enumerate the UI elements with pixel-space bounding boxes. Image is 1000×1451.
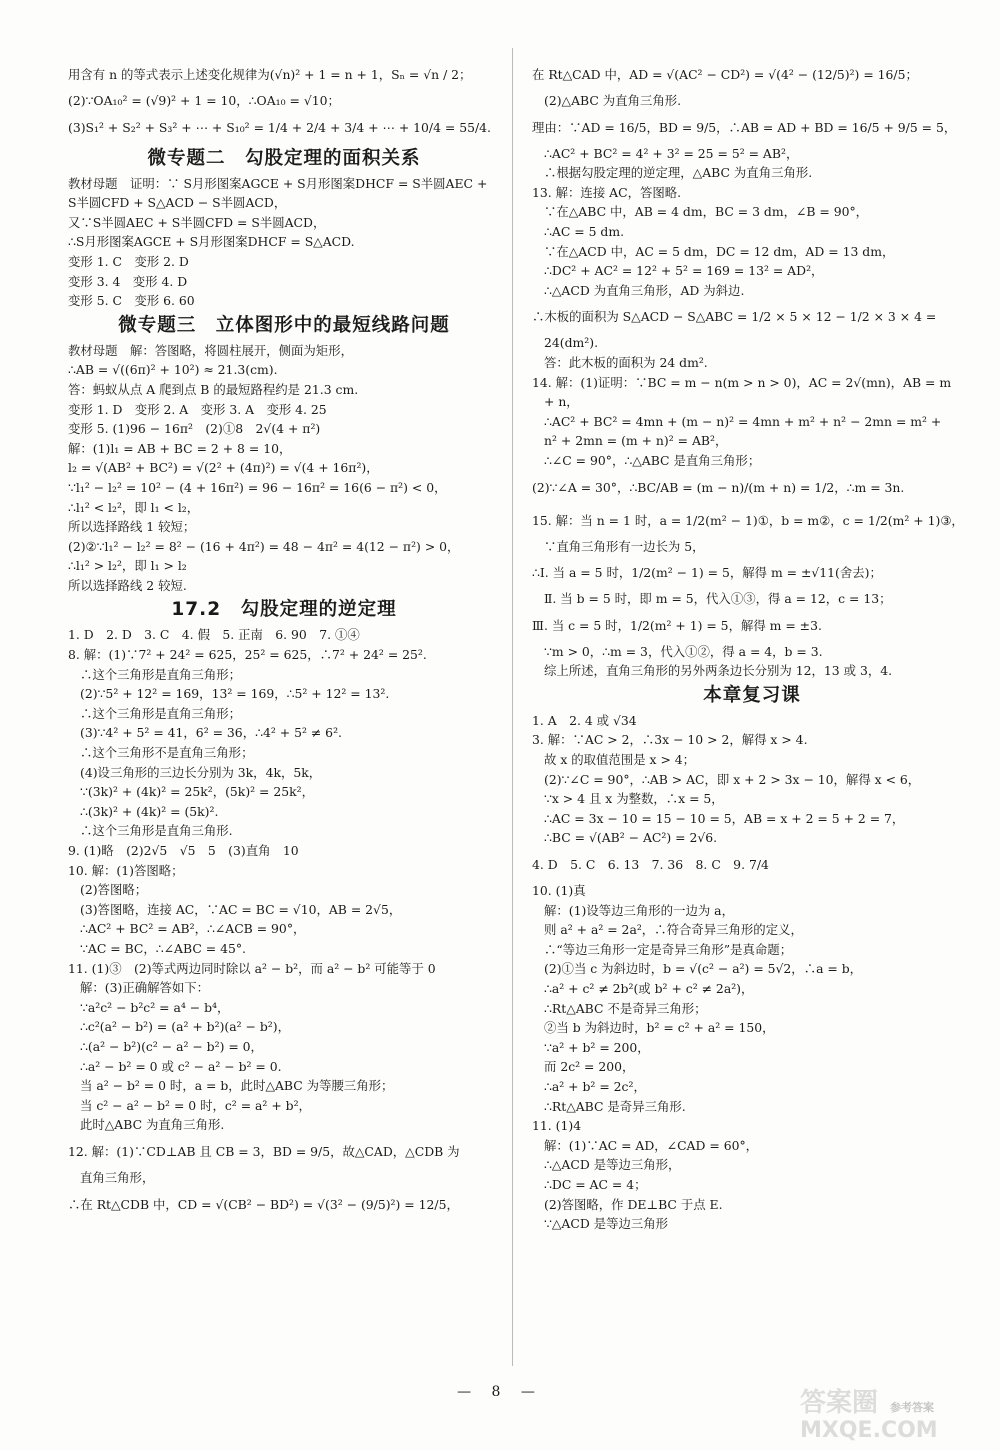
text-line: (2)①当 c 为斜边时，b = √(c² − a²) = 5√2，∴a = b， — [544, 961, 863, 977]
text-line: ∴Ⅰ. 当 a = 5 时，1/2(m² − 1) = 5，解得 m = ±√11(舍去)； — [532, 565, 882, 581]
section-heading: 微专题二 勾股定理的面积关系 — [147, 147, 421, 169]
text-line: Ⅲ. 当 c = 5 时，1/2(m² + 1) = 5，解得 m = ±3. — [532, 617, 822, 633]
text-line: (3)S₁² + S₂² + S₃² + ⋯ + S₁₀² = 1/4 + 2/4 + 3/4 + ⋯ + 10/4 = 55/4. — [68, 119, 491, 135]
right-column — [532, 58, 972, 1234]
text-line: 8. 解：(1)∵7² + 24² = 625，25² = 625，∴7² + 24² = 25². — [68, 647, 427, 663]
text-line: ∵(3k)² + (4k)² = 25k²，(5k)² = 25k²， — [80, 784, 315, 800]
text-line: (2)∵∠A = 30°，∴BC/AB = (m − n)/(m + n) = 1/2，∴m = 3n. — [532, 479, 905, 495]
text-line: ∴Rt△ABC 不是奇异三角形； — [544, 1000, 707, 1016]
text-line: 理由：∵AD = 16/5，BD = 9/5，∴AB = AD + BD = 16/5 + 9/5 = 5， — [532, 119, 957, 135]
text-line: (2)答图略，作 DE⊥BC 于点 E. — [544, 1196, 723, 1212]
text-line: 10. 解：(1)答图略； — [68, 862, 184, 878]
text-line: 则 a² + a² = 2a²，∴符合奇异三角形的定义， — [544, 922, 803, 938]
text-line: (2)∵∠C = 90°，∴AB > AC，即 x + 2 > 3x − 10，解得 x < 6， — [544, 771, 921, 787]
section-heading: 17.2 勾股定理的逆定理 — [171, 599, 397, 621]
text-line: ∴这个三角形不是直角三角形； — [80, 745, 254, 761]
text-line: (3)∵4² + 5² = 41，6² = 36，∴4² + 5² ≠ 6². — [80, 725, 342, 741]
text-line: (2)△ABC 为直角三角形. — [544, 93, 682, 108]
text-line: 解：(1)l₁ = AB + BC = 2 + 8 = 10， — [68, 440, 292, 456]
text-line: 变形 5. C 变形 6. 60 — [68, 293, 195, 309]
watermark-corner-label: 参考答案 — [890, 1401, 934, 1414]
text-line: 又∵S半圆AEC + S半圆CFD = S半圆ACD， — [68, 214, 326, 230]
text-line: ∵x > 4 且 x 为整数，∴x = 5， — [544, 791, 724, 807]
text-line: 13. 解：连接 AC，答图略. — [532, 184, 682, 200]
text-line: (2)∵5² + 12² = 169，13² = 169，∴5² + 12² = 13². — [80, 686, 390, 702]
text-line: 3. 解：∵AC > 2，∴3x − 10 > 2，解得 x > 4. — [532, 732, 808, 748]
text-line: (2)∵OA₁₀² = (√9)² + 1 = 10，∴OA₁₀ = √10； — [68, 93, 340, 108]
text-line: 14. 解：(1)证明：∵BC = m − n(m > n > 0)，AC = 2√(mn)，AB = m — [532, 374, 952, 390]
text-line: ∴c²(a² − b²) = (a² + b²)(a² − b²)， — [80, 1019, 290, 1035]
text-line: ∴a² + b² = 2c²， — [544, 1078, 646, 1094]
text-line: ∴△ACD 为直角三角形，AD 为斜边. — [544, 282, 745, 298]
text-line: ∴DC = AC = 4； — [544, 1176, 647, 1192]
text-line: S半圆CFD + S△ACD − S半圆ACD， — [68, 195, 287, 211]
text-line: ∴AC² + BC² = 4² + 3² = 25 = 5² = AB²， — [544, 145, 799, 161]
text-line: (2)②∵l₁² − l₂² = 8² − (16 + 4π²) = 48 − 4π² = 4(12 − π²) > 0， — [68, 538, 460, 554]
text-line: 解：(1)∵AC = AD，∠CAD = 60°， — [544, 1137, 759, 1153]
section-heading: 微专题三 立体图形中的最短线路问题 — [118, 314, 450, 336]
watermark-text-url: MXQE.COM — [800, 1418, 938, 1443]
text-line: 24(dm²). — [544, 335, 599, 351]
text-line: (2)答图略； — [80, 882, 148, 898]
text-line: ∴这个三角形是直角三角形. — [80, 823, 233, 839]
text-line: ∴l₁² > l₂²，即 l₁ > l₂ — [68, 558, 187, 574]
text-line: ∵l₁² − l₂² = 10² − (4 + 16π²) = 96 − 16π² = 16(6 − π²) < 0， — [68, 479, 447, 495]
text-line: 教材母题 证明：∵ S月形图案AGCE + S月形图案DHCF = S半圆AEC + — [68, 175, 488, 191]
text-line: 直角三角形， — [80, 1169, 155, 1185]
text-line: ∴Rt△ABC 是奇异三角形. — [544, 1098, 686, 1114]
text-line: n² + 2mn = (m + n)² = AB²， — [544, 433, 728, 449]
text-line: 变形 3. 4 变形 4. D — [68, 273, 188, 289]
text-line: 9. (1)略 (2)2√5 √5 5 (3)直角 10 — [68, 843, 299, 858]
text-line: 当 c² − a² − b² = 0 时，c² = a² + b²， — [80, 1097, 311, 1113]
text-line: 11. (1)③ (2)等式两边同时除以 a² − b²，而 a² − b² 可能等于 0 — [68, 960, 436, 976]
text-line: 答：此木板的面积为 24 dm². — [544, 354, 708, 370]
text-line: ②当 b 为斜边时，b² = c² + a² = 150， — [544, 1020, 775, 1036]
text-line: 当 a² − b² = 0 时，a = b，此时△ABC 为等腰三角形； — [80, 1078, 394, 1094]
text-line: 所以选择路线 2 较短. — [68, 577, 187, 593]
text-line: ∴BC = √(AB² − AC²) = 2√6. — [544, 830, 718, 846]
text-line: ∴(3k)² + (4k)² = (5k)². — [80, 803, 219, 819]
text-line: ∴l₁² < l₂²，即 l₁ < l₂， — [68, 499, 200, 515]
text-line: 4. D 5. C 6. 13 7. 36 8. C 9. 7/4 — [532, 857, 769, 873]
text-line: Ⅱ. 当 b = 5 时，即 m = 5，代入①③，得 a = 12，c = 13； — [544, 591, 892, 607]
text-line: ∴AC² + BC² = 4mn + (m − n)² = 4mn + m² + n² − 2mn = m² + — [544, 413, 942, 429]
text-line: ∴这个三角形是直角三角形； — [80, 666, 242, 682]
text-line: 11. (1)4 — [532, 1118, 582, 1134]
text-line: ∴在 Rt△CDB 中，CD = √(CB² − BD²) = √(3² − (9/5)²) = 12/5， — [68, 1196, 459, 1212]
text-line: ∴S月形图案AGCE + S月形图案DHCF = S△ACD. — [68, 234, 355, 250]
text-line: 所以选择路线 1 较短； — [68, 519, 196, 535]
text-line: 变形 1. D 变形 2. A 变形 3. A 变形 4. 25 — [68, 401, 327, 417]
text-line: 综上所述，直角三角形的另外两条边长分别为 12，13 或 3，4. — [544, 663, 893, 679]
text-line: ∵在△ACD 中，AC = 5 dm，DC = 12 dm，AD = 13 dm， — [544, 243, 895, 259]
text-line: 在 Rt△CAD 中，AD = √(AC² − CD²) = √(4² − (12/5)²) = 16/5； — [532, 67, 918, 82]
text-line: + n， — [544, 394, 579, 410]
text-line: ∴木板的面积为 S△ACD − S△ABC = 1/2 × 5 × 12 − 1/2 × 3 × 4 = — [532, 309, 937, 325]
text-line: ∵a² + b² = 200， — [544, 1039, 650, 1055]
text-line: ∴∠C = 90°，∴△ABC 是直角三角形； — [544, 452, 761, 468]
text-line: ∵在△ABC 中，AB = 4 dm，BC = 3 dm，∠B = 90°， — [544, 204, 869, 220]
text-line: ∵直角三角形有一边长为 5， — [544, 538, 705, 554]
text-line: 教材母题 解：答图略，将圆柱展开，侧面为矩形， — [68, 342, 353, 358]
text-line: 1. A 2. 4 或 √34 — [532, 712, 637, 728]
text-line: ∴△ACD 是等边三角形， — [544, 1157, 681, 1173]
column-divider — [512, 48, 513, 1366]
text-line: 解：(1)设等边三角形的一边为 a， — [544, 902, 734, 918]
text-line: ∴a² − b² = 0 或 c² − a² − b² = 0. — [80, 1058, 282, 1074]
text-line: 故 x 的取值范围是 x > 4； — [544, 752, 696, 768]
watermark-text-cn: 答案圈 — [800, 1388, 879, 1418]
text-line: ∴AB = √((6π)² + 10²) ≈ 21.3(cm). — [68, 362, 278, 378]
left-column — [68, 58, 500, 1221]
text-line: ∴AC = 3x − 10 = 15 − 10 = 5，AB = x + 2 = 5 + 2 = 7， — [544, 810, 905, 826]
text-line: ∵△ACD 是等边三角形 — [544, 1216, 669, 1232]
text-line: ∴这个三角形是直角三角形； — [80, 705, 242, 721]
text-line: ∴AC = 5 dm. — [544, 223, 625, 239]
text-line: ∴AC² + BC² = AB²，∴∠ACB = 90°， — [80, 921, 306, 937]
text-line: l₂ = √(AB² + BC²) = √(2² + (4π)²) = √(4 + 16π²)， — [68, 460, 379, 476]
text-line: ∴DC² + AC² = 12² + 5² = 169 = 13² = AD²， — [544, 263, 824, 279]
text-line: ∵AC = BC，∴∠ABC = 45°. — [80, 940, 246, 956]
text-line: 用含有 n 的等式表示上述变化规律为(√n)² + 1 = n + 1，Sₙ = √n / 2； — [68, 67, 472, 82]
text-line: ∴a² + c² ≠ 2b²(或 b² + c² ≠ 2a²)， — [544, 981, 754, 996]
text-line: (3)答图略，连接 AC，∵AC = BC = √10，AB = 2√5， — [80, 901, 402, 917]
text-line: ∵m > 0，∴m = 3，代入①②，得 a = 4，b = 3. — [544, 643, 823, 659]
text-line: (4)设三角形的三边长分别为 3k，4k，5k， — [80, 764, 322, 780]
text-line: ∴(a² − b²)(c² − a² − b²) = 0， — [80, 1038, 263, 1054]
text-line: 解：(3)正确解答如下： — [80, 980, 210, 996]
text-line: ∴根据勾股定理的逆定理，△ABC 为直角三角形. — [544, 165, 813, 181]
text-line: 12. 解：(1)∵CD⊥AB 且 CB = 3，BD = 9/5，故△CAD，△CDB 为 — [68, 1143, 460, 1159]
section-heading: 本章复习课 — [703, 684, 801, 706]
text-line: 变形 1. C 变形 2. D — [68, 253, 189, 269]
text-line: 10. (1)真 — [532, 883, 586, 899]
text-line: 1. D 2. D 3. C 4. 假 5. 正南 6. 90 7. ①④ — [68, 627, 360, 643]
text-line: 15. 解：当 n = 1 时，a = 1/2(m² − 1)①，b = m②，c = 1/2(m² + 1)③， — [532, 512, 964, 528]
text-line: ∵a²c² − b²c² = a⁴ − b⁴， — [80, 999, 230, 1015]
text-line: 变形 5. (1)96 − 16π² (2)①8 2√(4 + π²) — [68, 421, 321, 437]
text-line: 此时△ABC 为直角三角形. — [80, 1117, 225, 1133]
text-line: 答：蚂蚁从点 A 爬到点 B 的最短路程约是 21.3 cm. — [68, 381, 359, 397]
text-line: 而 2c² = 200， — [544, 1059, 635, 1075]
page-number: — 8 — — [457, 1384, 543, 1400]
text-line: ∴“等边三角形一定是奇异三角形”是真命题； — [544, 941, 793, 957]
